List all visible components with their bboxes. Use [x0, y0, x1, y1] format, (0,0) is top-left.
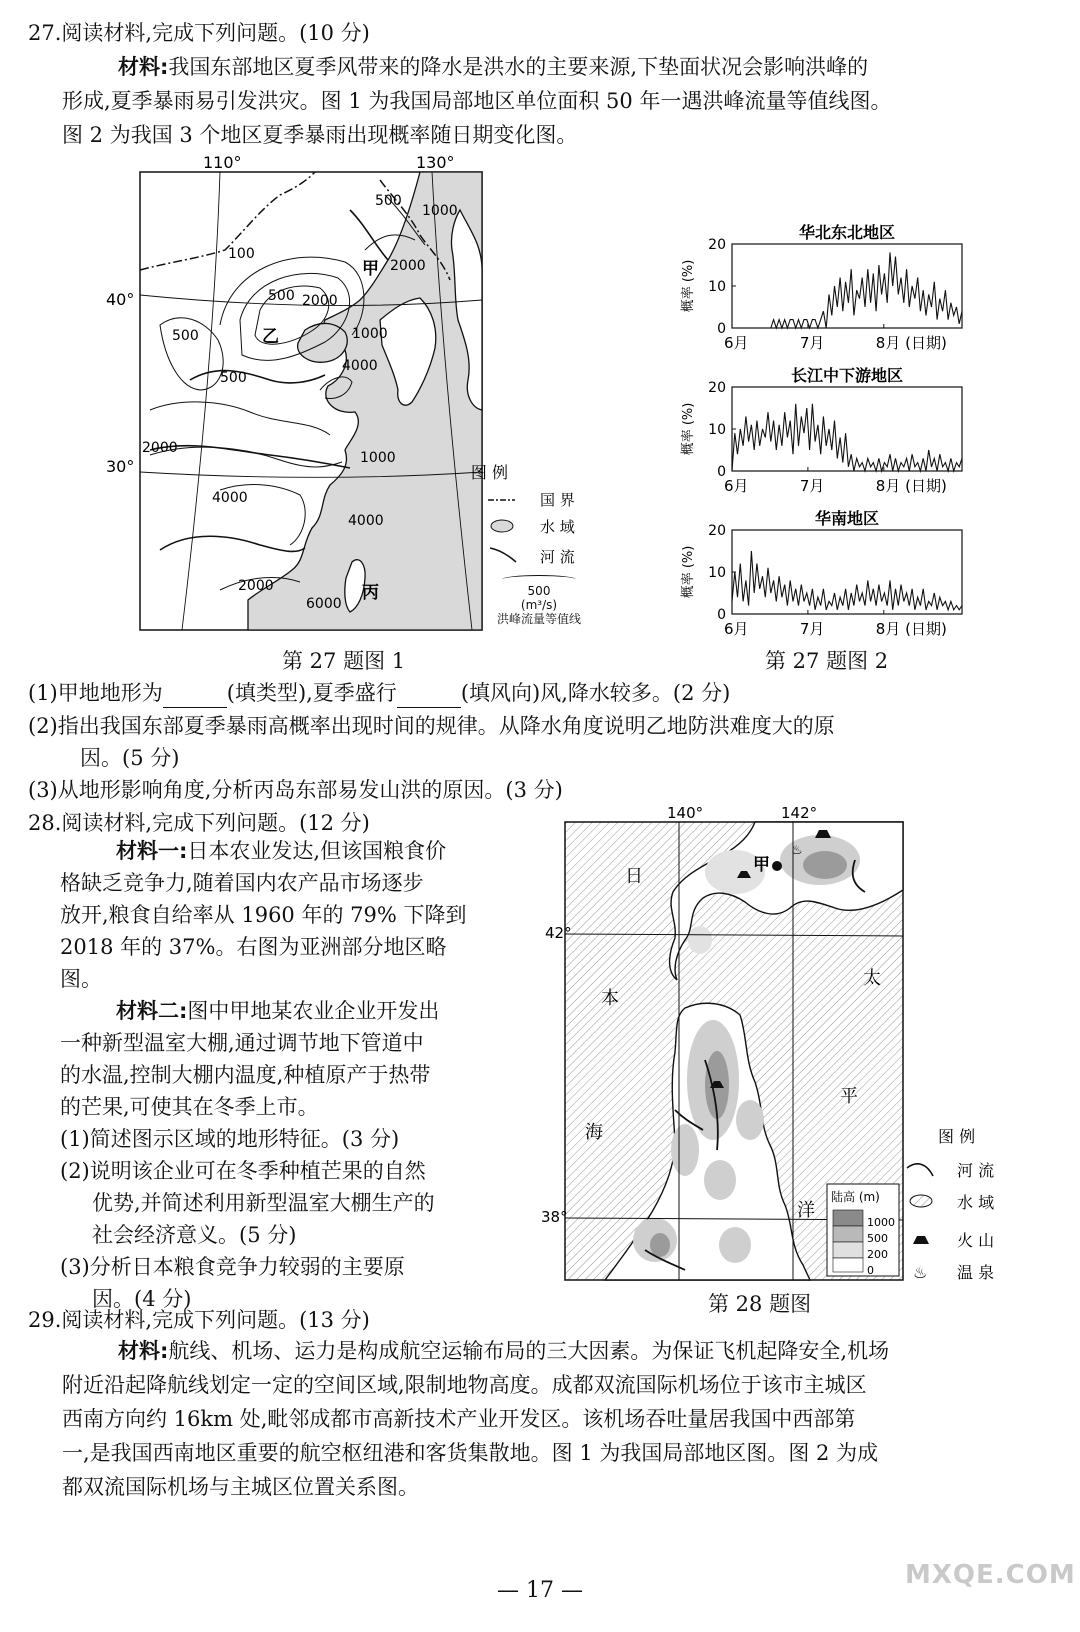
q28-m2-label: 材料二:	[116, 999, 188, 1023]
series-line	[732, 404, 962, 471]
series-line	[732, 252, 962, 328]
contour-label: 1000	[352, 326, 388, 342]
y-tick-label: 10	[708, 279, 726, 295]
legend-water: 水 域	[540, 518, 575, 536]
elevation-level: 0	[867, 1264, 874, 1277]
legend-river: 河 流	[957, 1161, 995, 1180]
q28-caption: 第 28 题图	[708, 1292, 812, 1316]
legend-border: 国 界	[540, 491, 575, 509]
q27-sub2-line-2: 因。(5 分)	[80, 746, 180, 770]
y-axis-label: 概率 (%)	[681, 259, 696, 313]
q28-s2-line-2: 优势,并简述利用新型温室大棚生产的	[92, 1191, 435, 1215]
water-legend-icon	[910, 1195, 932, 1207]
q27-material-label: 材料:	[118, 55, 169, 79]
x-tick-label: 6月	[724, 620, 749, 638]
q29-title: 29.阅读材料,完成下列问题。(13 分)	[28, 1308, 370, 1332]
q28-title: 28.阅读材料,完成下列问题。(12 分)	[28, 811, 370, 835]
elevation-legend	[827, 1184, 899, 1277]
contour-label: 4000	[212, 490, 248, 506]
place-label-yi: 乙	[262, 327, 279, 347]
ocean-name-char: 太	[863, 968, 881, 989]
location-jia-dot	[772, 861, 782, 871]
y-tick-label: 10	[708, 422, 726, 438]
contour-label: 500	[172, 328, 199, 344]
elevation-legend-title: 陆高 (m)	[831, 1190, 880, 1204]
legend-title: 图 例	[470, 463, 508, 482]
contour-label: 4000	[342, 358, 378, 374]
ocean-name-char: 洋	[797, 1200, 815, 1221]
contour-label: 500	[220, 370, 247, 386]
lat-40-label: 40°	[106, 290, 135, 309]
contour-label: 4000	[348, 513, 384, 529]
y-tick-label: 0	[717, 321, 726, 337]
q27-material-line-2: 形成,夏季暴雨易引发洪灾。图 1 为我国局部地区单位面积 50 年一遇洪峰流量等值线图。	[62, 89, 892, 113]
q28-m2-line-1: 材料二:图中甲地某农业企业开发出	[116, 999, 440, 1023]
lon-110-label: 110°	[203, 153, 242, 172]
q29-material-line-5: 都双流国际机场与主城区位置关系图。	[62, 1475, 419, 1499]
series-line	[732, 551, 962, 610]
y-tick-label: 20	[708, 380, 726, 396]
q28-m1-line-1: 材料一:日本农业发达,但该国粮食价	[116, 839, 447, 863]
contour-label: 500	[268, 288, 295, 304]
q28-s2-line-3: 社会经济意义。(5 分)	[92, 1223, 297, 1247]
x-tick-label: 8月 (日期)	[875, 477, 947, 495]
legend-river: 河 流	[540, 548, 575, 566]
river-legend-icon	[490, 548, 516, 562]
river-legend-icon	[907, 1164, 933, 1176]
water-legend-icon	[491, 520, 513, 532]
q28-m1-line-5: 图。	[60, 967, 102, 991]
q27-sub1: (1)甲地地形为 (填类型),夏季盛行 (填风向)风,降水较多。(2 分)	[28, 678, 730, 708]
x-tick-label: 8月 (日期)	[875, 620, 947, 638]
q27-material-line-1: 材料:我国东部地区夏季风带来的降水是洪水的主要来源,下垫面状况会影响洪峰的	[118, 55, 869, 79]
sea-name-char: 日	[625, 866, 643, 887]
q28-m1-line-4: 2018 年的 37%。右图为亚洲部分地区略	[60, 935, 447, 959]
q27-sub3: (3)从地形影响角度,分析丙岛东部易发山洪的原因。(3 分)	[28, 778, 563, 802]
answer-blank[interactable]	[397, 687, 461, 708]
hot-spring-icon: ♨	[791, 843, 803, 858]
q28-m1-label: 材料一:	[116, 839, 188, 863]
q28-s1: (1)简述图示区域的地形特征。(3 分)	[60, 1127, 400, 1151]
place-label-jia: 甲	[362, 259, 379, 279]
legend-title: 图 例	[938, 1127, 976, 1146]
y-tick-label: 20	[708, 237, 726, 253]
elevation-level: 1000	[867, 1216, 895, 1229]
q27-title: 27.阅读材料,完成下列问题。(10 分)	[28, 21, 370, 45]
lon-130-label: 130°	[416, 153, 455, 172]
q28-s2-line-1: (2)说明该企业可在冬季种植芒果的自然	[60, 1159, 426, 1183]
contour-label: 1000	[422, 203, 458, 219]
q27-rainstorm-probability-charts	[680, 222, 1010, 642]
x-tick-label: 6月	[724, 334, 749, 352]
elevation-level: 500	[867, 1232, 888, 1245]
contour-legend-icon	[502, 575, 576, 584]
q27-sub2-line-1: (2)指出我国东部夏季暴雨高概率出现时间的规律。从降水角度说明乙地防洪难度大的原	[28, 714, 835, 738]
q28-s3-line-1: (3)分析日本粮食竞争力较弱的主要原	[60, 1255, 405, 1279]
contour-label: 1000	[360, 450, 396, 466]
sea-name-char: 本	[601, 988, 619, 1009]
q27-material-line-3: 图 2 为我国 3 个地区夏季暴雨出现概率随日期变化图。	[62, 123, 578, 147]
x-tick-label: 7月	[799, 334, 825, 352]
q27-legend-contour: 500 (m³/s) 洪峰流量等值线	[484, 575, 594, 626]
q29-material-line-1: 材料:航线、机场、运力是构成航空运输布局的三大因素。为保证飞机起降安全,机场	[118, 1339, 890, 1363]
q29-material-label: 材料:	[118, 1339, 169, 1363]
y-tick-label: 10	[708, 565, 726, 581]
answer-blank[interactable]	[163, 687, 227, 708]
place-label-jia: 甲	[753, 855, 770, 875]
contour-label: 2000	[302, 293, 338, 309]
legend-hot-spring: 温 泉	[957, 1263, 995, 1282]
lat-42-label: 42°	[545, 924, 572, 942]
watermark-logo: MXQE.COM	[905, 1560, 1076, 1590]
contour-label: 2000	[390, 258, 426, 274]
chart-title: 华北东北地区	[798, 223, 896, 242]
volcano-legend-icon	[913, 1236, 929, 1244]
hot-spring-legend-icon: ♨	[913, 1263, 928, 1282]
chart-title: 长江中下游地区	[790, 366, 904, 385]
q27-fig1-caption: 第 27 题图 1	[282, 649, 406, 673]
legend-volcano: 火 山	[957, 1231, 995, 1250]
q28-s3-line-2: 因。(4 分)	[92, 1287, 192, 1311]
q29-material-line-3: 西南方向约 16km 处,毗邻成都市高新技术产业开发区。该机场吞吐量居我国中西部第	[62, 1407, 856, 1431]
place-label-bing: 丙	[362, 583, 379, 603]
contour-label: 6000	[306, 596, 342, 612]
y-tick-label: 20	[708, 523, 726, 539]
q28-m2-line-2: 一种新型温室大棚,通过调节地下管道中	[60, 1031, 424, 1055]
page-number: — 17 —	[497, 1578, 583, 1603]
x-tick-label: 7月	[799, 477, 825, 495]
y-axis-label: 概率 (%)	[681, 402, 696, 456]
chart-title: 华南地区	[814, 509, 880, 528]
q28-m2-line-3: 的水温,控制大棚内温度,种植原产于热带	[60, 1063, 431, 1087]
chart-frame	[732, 244, 962, 328]
q28-map-legend	[907, 1127, 994, 1282]
q29-material-line-2: 附近沿起降航线划定一定的空间区域,限制地物高度。成都双流国际机场位于该市主城区	[62, 1373, 867, 1397]
q28-m2-line-4: 的芒果,可使其在冬季上市。	[60, 1095, 319, 1119]
x-tick-label: 6月	[724, 477, 749, 495]
contour-label: 2000	[142, 440, 178, 456]
x-tick-label: 7月	[799, 620, 825, 638]
lat-38-label: 38°	[541, 1208, 568, 1226]
x-tick-label: 8月 (日期)	[875, 334, 947, 352]
q27-fig2-caption: 第 27 题图 2	[765, 649, 889, 673]
ocean-name-char: 平	[840, 1086, 858, 1107]
y-tick-label: 0	[717, 607, 726, 623]
y-axis-label: 概率 (%)	[681, 545, 696, 599]
sea-name-char: 海	[585, 1122, 603, 1143]
lon-142-label: 142°	[781, 804, 818, 822]
elevation-level: 200	[867, 1248, 888, 1261]
q28-m1-line-2: 格缺乏竞争力,随着国内农产品市场逐步	[60, 871, 424, 895]
lon-140-label: 140°	[667, 804, 704, 822]
contour-label: 2000	[238, 578, 274, 594]
legend-water: 水 域	[957, 1193, 995, 1212]
q27-map-legend	[471, 463, 575, 566]
contour-label: 100	[228, 246, 255, 262]
contour-label: 500	[375, 193, 402, 209]
q28-m1-line-3: 放开,粮食自给率从 1960 年的 79% 下降到	[60, 903, 467, 927]
y-tick-label: 0	[717, 464, 726, 480]
lat-30-label: 30°	[106, 457, 135, 476]
q29-material-line-4: 一,是我国西南地区重要的航空枢纽港和客货集散地。图 1 为我国局部地区图。图 2 为成	[62, 1441, 879, 1465]
q28-japan-map	[535, 804, 1055, 1302]
